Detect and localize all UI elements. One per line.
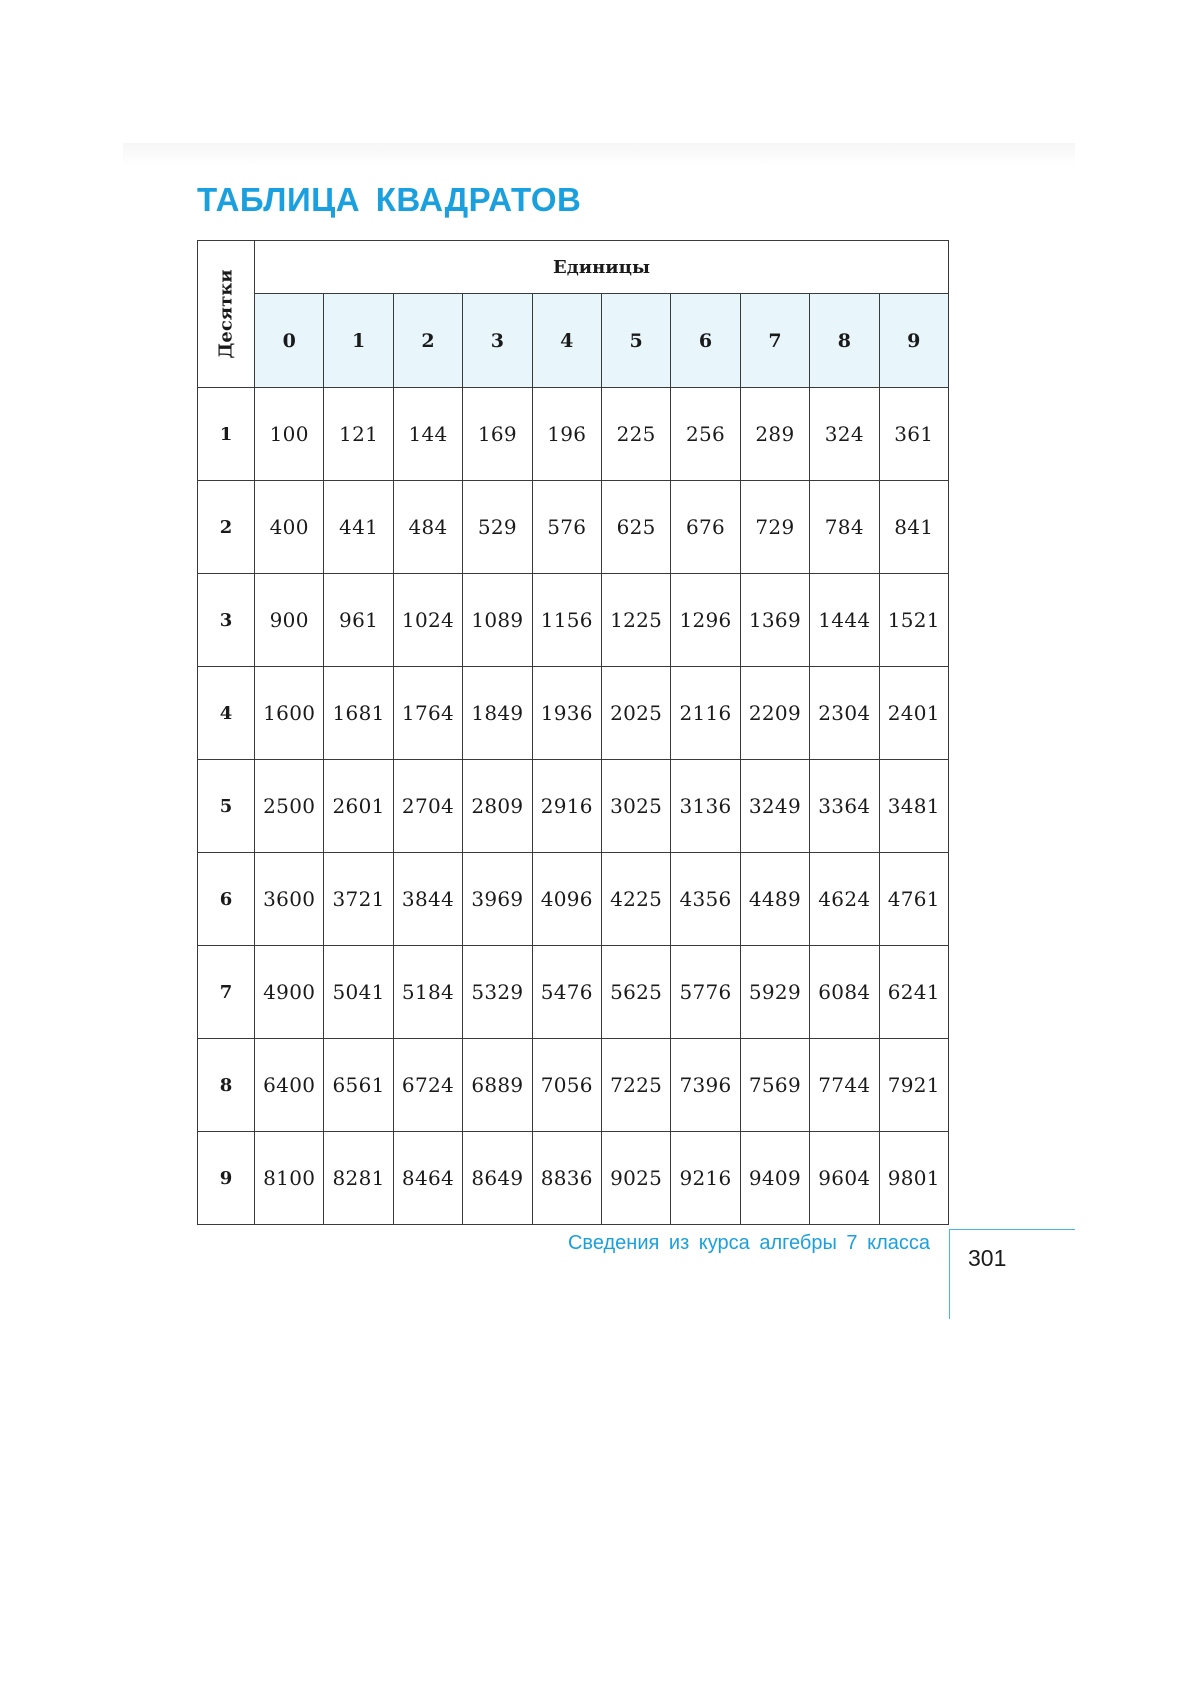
square-value-cell: 225: [601, 388, 670, 481]
square-value-cell: 2809: [463, 760, 532, 853]
table-row: [198, 1039, 949, 1132]
square-value-cell: 121: [324, 388, 393, 481]
table-row: [198, 946, 949, 1039]
tens-digit-cell: 8: [198, 1039, 255, 1132]
square-value-cell: 8836: [532, 1132, 601, 1225]
square-value-cell: 2916: [532, 760, 601, 853]
unit-digit-header: 0: [255, 294, 324, 388]
table-row: [198, 481, 949, 574]
square-value-cell: 2500: [255, 760, 324, 853]
square-value-cell: 1156: [532, 574, 601, 667]
square-value-cell: 529: [463, 481, 532, 574]
square-value-cell: 1600: [255, 667, 324, 760]
square-value-cell: 100: [255, 388, 324, 481]
square-value-cell: 2209: [740, 667, 809, 760]
square-value-cell: 6561: [324, 1039, 393, 1132]
square-value-cell: 6241: [879, 946, 949, 1039]
square-value-cell: 1521: [879, 574, 949, 667]
square-value-cell: 2401: [879, 667, 949, 760]
square-value-cell: 784: [810, 481, 879, 574]
page-title: ТАБЛИЦА КВАДРАТОВ: [197, 181, 582, 218]
square-value-cell: 5041: [324, 946, 393, 1039]
square-value-cell: 7396: [671, 1039, 740, 1132]
square-value-cell: 9604: [810, 1132, 879, 1225]
square-value-cell: 5184: [393, 946, 462, 1039]
square-value-cell: 8100: [255, 1132, 324, 1225]
square-value-cell: 144: [393, 388, 462, 481]
square-value-cell: 3136: [671, 760, 740, 853]
table-row: [198, 388, 949, 481]
unit-digits-row: [198, 294, 949, 388]
square-value-cell: 5625: [601, 946, 670, 1039]
square-value-cell: 7569: [740, 1039, 809, 1132]
square-value-cell: 8281: [324, 1132, 393, 1225]
square-value-cell: 1764: [393, 667, 462, 760]
square-value-cell: 4761: [879, 853, 949, 946]
square-value-cell: 3969: [463, 853, 532, 946]
square-value-cell: 961: [324, 574, 393, 667]
tens-digit-cell: 7: [198, 946, 255, 1039]
square-value-cell: 1089: [463, 574, 532, 667]
square-value-cell: 2025: [601, 667, 670, 760]
section-footer-note: Сведения из курса алгебры 7 класса: [567, 1232, 930, 1254]
square-value-cell: 8464: [393, 1132, 462, 1225]
square-value-cell: 3025: [601, 760, 670, 853]
unit-digit-header: 6: [671, 294, 740, 388]
square-value-cell: 6889: [463, 1039, 532, 1132]
unit-digit-header: 8: [810, 294, 879, 388]
square-value-cell: 5476: [532, 946, 601, 1039]
square-value-cell: 729: [740, 481, 809, 574]
square-value-cell: 6400: [255, 1039, 324, 1132]
tens-digit-cell: 1: [198, 388, 255, 481]
square-value-cell: 256: [671, 388, 740, 481]
square-value-cell: 625: [601, 481, 670, 574]
square-value-cell: 1681: [324, 667, 393, 760]
footer-vertical-rule: [949, 1229, 950, 1319]
square-value-cell: 1024: [393, 574, 462, 667]
square-value-cell: 7744: [810, 1039, 879, 1132]
unit-digit-header: 1: [324, 294, 393, 388]
square-value-cell: 3721: [324, 853, 393, 946]
tens-digit-cell: 2: [198, 481, 255, 574]
square-value-cell: 196: [532, 388, 601, 481]
table-body: [198, 388, 949, 1225]
page-top-band: [123, 143, 1075, 167]
square-value-cell: 3844: [393, 853, 462, 946]
square-value-cell: 7225: [601, 1039, 670, 1132]
square-value-cell: 4225: [601, 853, 670, 946]
square-value-cell: 6084: [810, 946, 879, 1039]
square-value-cell: 2116: [671, 667, 740, 760]
square-value-cell: 9025: [601, 1132, 670, 1225]
squares-table: [197, 240, 949, 1225]
page-number: 301: [968, 1245, 1007, 1271]
square-value-cell: 1296: [671, 574, 740, 667]
square-value-cell: 3600: [255, 853, 324, 946]
square-value-cell: 9409: [740, 1132, 809, 1225]
square-value-cell: 3481: [879, 760, 949, 853]
square-value-cell: 3364: [810, 760, 879, 853]
square-value-cell: 400: [255, 481, 324, 574]
square-value-cell: 169: [463, 388, 532, 481]
tens-digit-cell: 9: [198, 1132, 255, 1225]
square-value-cell: 900: [255, 574, 324, 667]
square-value-cell: 484: [393, 481, 462, 574]
unit-digit-header: 7: [740, 294, 809, 388]
square-value-cell: 1369: [740, 574, 809, 667]
square-value-cell: 5329: [463, 946, 532, 1039]
unit-digit-header: 3: [463, 294, 532, 388]
unit-digit-header: 9: [879, 294, 949, 388]
square-value-cell: 841: [879, 481, 949, 574]
table-row: [198, 667, 949, 760]
square-value-cell: 4900: [255, 946, 324, 1039]
square-value-cell: 576: [532, 481, 601, 574]
square-value-cell: 4489: [740, 853, 809, 946]
unit-digit-header: 4: [532, 294, 601, 388]
table-row: [198, 574, 949, 667]
square-value-cell: 1936: [532, 667, 601, 760]
table-row: [198, 760, 949, 853]
table-row: [198, 853, 949, 946]
square-value-cell: 4096: [532, 853, 601, 946]
units-header-cell: Единицы: [255, 241, 949, 294]
units-header-row: [198, 241, 949, 294]
square-value-cell: 441: [324, 481, 393, 574]
square-value-cell: 5776: [671, 946, 740, 1039]
square-value-cell: 7921: [879, 1039, 949, 1132]
table-row: [198, 1132, 949, 1225]
tens-digit-cell: 6: [198, 853, 255, 946]
square-value-cell: 2304: [810, 667, 879, 760]
unit-digit-header: 5: [601, 294, 670, 388]
square-value-cell: 2601: [324, 760, 393, 853]
square-value-cell: 361: [879, 388, 949, 481]
tens-digit-cell: 5: [198, 760, 255, 853]
square-value-cell: 7056: [532, 1039, 601, 1132]
tens-header-label: Десятки: [215, 269, 237, 359]
square-value-cell: 9801: [879, 1132, 949, 1225]
square-value-cell: 5929: [740, 946, 809, 1039]
square-value-cell: 1849: [463, 667, 532, 760]
square-value-cell: 6724: [393, 1039, 462, 1132]
tens-digit-cell: 3: [198, 574, 255, 667]
tens-digit-cell: 4: [198, 667, 255, 760]
unit-digit-header: 2: [393, 294, 462, 388]
square-value-cell: 676: [671, 481, 740, 574]
footer-rule: [949, 1229, 1075, 1230]
square-value-cell: 9216: [671, 1132, 740, 1225]
square-value-cell: 1225: [601, 574, 670, 667]
square-value-cell: 4356: [671, 853, 740, 946]
square-value-cell: 3249: [740, 760, 809, 853]
square-value-cell: 8649: [463, 1132, 532, 1225]
square-value-cell: 4624: [810, 853, 879, 946]
square-value-cell: 2704: [393, 760, 462, 853]
square-value-cell: 324: [810, 388, 879, 481]
tens-header-cell: [198, 241, 255, 388]
square-value-cell: 289: [740, 388, 809, 481]
square-value-cell: 1444: [810, 574, 879, 667]
